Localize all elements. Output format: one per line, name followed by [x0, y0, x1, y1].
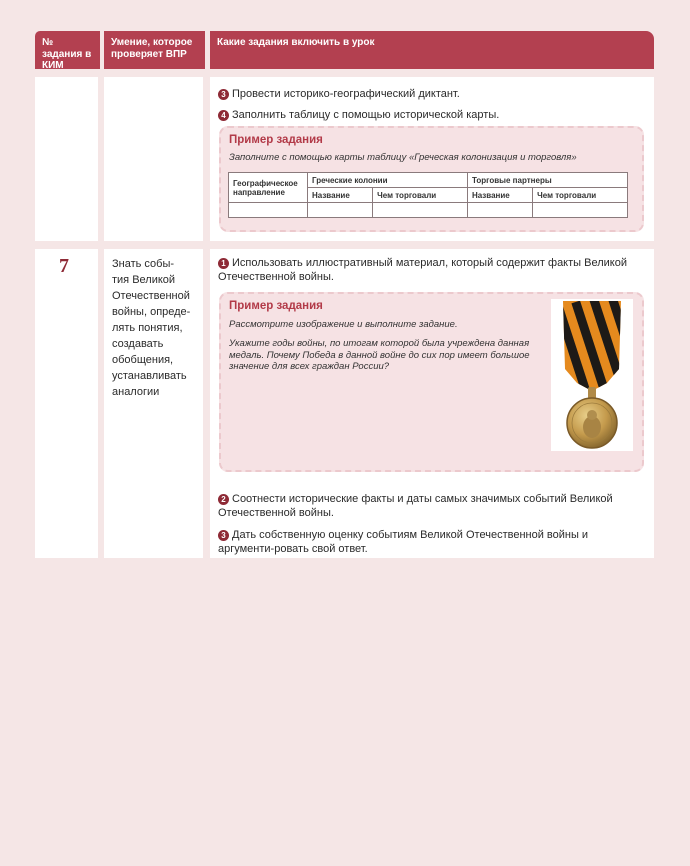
- step-number-badge: 1: [218, 258, 229, 269]
- header-col-tasks: Какие задания включить в урок: [210, 31, 654, 69]
- header-col-skill: Умение, которое проверяет ВПР: [104, 31, 205, 69]
- table-sub-traded: Чем торговали: [533, 188, 628, 203]
- step-text: Дать собственную оценку событиям Великой Отечественной войны и аргументи-ровать свой ответ.: [218, 529, 589, 555]
- table-empty-cell: [308, 203, 373, 218]
- medal-icon: [551, 299, 633, 451]
- row1-step-4: [218, 108, 638, 122]
- table-empty-cell: [533, 203, 628, 218]
- table-header-partners: Торговые партнеры: [467, 173, 627, 188]
- step-number-badge: 2: [218, 494, 229, 505]
- row2-example-instruction: Рассмотрите изображение и выполните задание.: [229, 319, 458, 330]
- medal-image: [551, 299, 633, 451]
- row1-example-instruction: Заполните с помощью карты таблицу «Греческая колонизация и торговля»: [229, 152, 577, 163]
- skill-line: войны, опреде-: [112, 306, 191, 318]
- step-number-badge: 3: [218, 530, 229, 541]
- row2-example-title: Пример задания: [229, 300, 323, 312]
- skill-line: создавать: [112, 338, 164, 350]
- row2-cell-number: [35, 249, 98, 558]
- skill-line: аналогии: [112, 386, 160, 398]
- step-text: Соотнести исторические факты и даты самых значимых событий Великой Отечественной войны.: [218, 493, 613, 519]
- skill-line: обобщения,: [112, 354, 174, 366]
- skill-line: тия Великой: [112, 274, 176, 286]
- table-empty-cell: [373, 203, 468, 218]
- step-text: Использовать иллюстративный материал, который содержит факты Великой Отечественной войны.: [218, 257, 627, 283]
- step-number-badge: 4: [218, 110, 229, 121]
- table-sub-name: Название: [308, 188, 373, 203]
- table-header-colonies: Греческие колонии: [308, 173, 468, 188]
- table-header-direction: Географическое направление: [229, 173, 308, 203]
- skill-line: лять понятия,: [112, 322, 183, 334]
- table-empty-cell: [229, 203, 308, 218]
- row2-example-question: Укажите годы войны, по итогам которой была учреждена данная медаль. Почему Победа в данной войне до сих пор имеет большое значение для всех граждан России?: [229, 338, 530, 372]
- row1-example-title: Пример задания: [229, 134, 323, 146]
- skill-line: Отечественной: [112, 290, 190, 302]
- row2-step-3: [218, 528, 638, 556]
- row1-cell-skill: [104, 77, 203, 241]
- step-text: Провести историко-географический диктант.: [232, 88, 460, 100]
- table-empty-cell: [467, 203, 532, 218]
- row1-step-3: [218, 87, 638, 101]
- row2-step-2: [218, 492, 638, 520]
- task-number: 7: [59, 255, 69, 277]
- step-number-badge: 3: [218, 89, 229, 100]
- header-col-task-number: № задания в КИМ: [35, 31, 100, 69]
- colonization-table: [228, 172, 628, 218]
- step-text: Заполнить таблицу с помощью исторической карты.: [232, 109, 500, 121]
- row2-step-1: [218, 256, 638, 284]
- table-sub-name: Название: [467, 188, 532, 203]
- row1-cell-number: [35, 77, 98, 241]
- skill-line: Знать собы-: [112, 258, 175, 270]
- table-sub-traded: Чем торговали: [373, 188, 468, 203]
- skill-line: устанавливать: [112, 370, 187, 382]
- skill-text: [112, 256, 198, 400]
